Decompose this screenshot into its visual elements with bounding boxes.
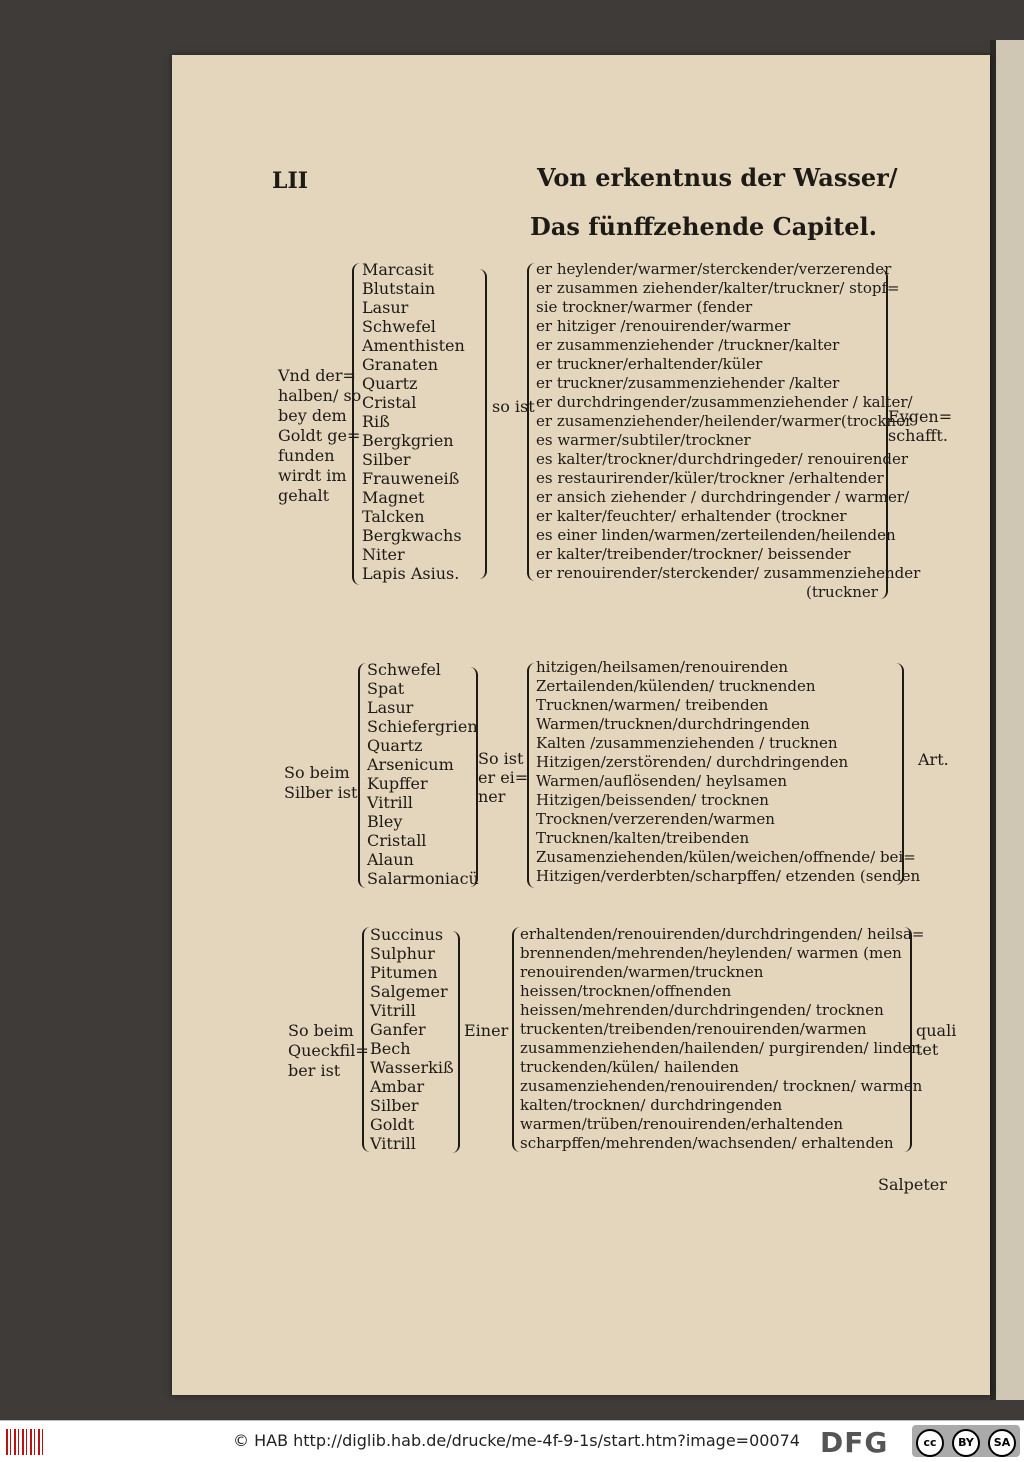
property-line: kalten/trocknen/ durchdringenden xyxy=(520,1096,783,1114)
mineral-item: Bley xyxy=(367,812,403,831)
property-line: brennenden/mehrenden/heylenden/ warmen (men xyxy=(520,944,902,962)
connector-line: er ei= xyxy=(478,768,529,787)
mineral-item: Arsenicum xyxy=(367,755,454,774)
brace xyxy=(450,931,460,1153)
property-line: hitzigen/heilsamen/renouirenden xyxy=(536,658,789,676)
connector-line: So ist xyxy=(478,749,524,768)
property-line: Hitzigen/zerstörenden/ durchdringenden xyxy=(536,753,849,771)
mineral-item: Succinus xyxy=(370,925,444,944)
property-line: es einer linden/warmen/zerteilenden/heilenden xyxy=(536,526,896,544)
section2-minerals xyxy=(367,660,479,888)
label-line: Eygen= xyxy=(888,407,953,426)
mineral-item: Schiefergrien xyxy=(367,717,478,736)
property-line: es warmer/subtiler/trockner xyxy=(536,431,751,449)
mineral-item: Kupffer xyxy=(367,774,428,793)
mineral-item: Frauweneiß xyxy=(362,469,460,488)
label-line: schafft. xyxy=(888,426,948,445)
section3-properties xyxy=(520,925,924,1153)
mineral-item: Quartz xyxy=(362,374,418,393)
mineral-item: Amenthisten xyxy=(362,336,465,355)
property-line: truckenden/külen/ hailenden xyxy=(520,1058,739,1076)
brace xyxy=(468,667,478,887)
label-line: tet xyxy=(916,1040,939,1059)
property-line: renouirenden/warmen/trucknen xyxy=(520,963,764,981)
lead-line: funden xyxy=(278,446,335,465)
property-line: er kalter/treibender/trockner/ beissender xyxy=(536,545,851,563)
property-line: er hitziger /renouirender/warmer xyxy=(536,317,791,335)
section1-lead xyxy=(278,366,361,506)
property-line: Zertailenden/külenden/ trucknenden xyxy=(536,677,816,695)
brace xyxy=(477,269,487,579)
sa-icon: SA xyxy=(988,1429,1016,1457)
property-line: er zusamenziehender/heilender/warmer(trockner xyxy=(536,412,913,430)
cc-icon: cc xyxy=(916,1429,944,1457)
label-line: quali xyxy=(916,1021,957,1040)
property-line: zusammenziehenden/hailenden/ purgirenden/ linden xyxy=(520,1039,921,1057)
property-line: Warmen/auflösenden/ heylsamen xyxy=(536,772,788,790)
property-line: sie trockner/warmer (fender xyxy=(536,298,753,316)
catchword: Salpeter xyxy=(878,1175,947,1194)
brace xyxy=(894,663,904,885)
property-line: er kalter/feuchter/ erhaltender (trockner xyxy=(536,507,847,525)
library-logo-icon xyxy=(6,1429,46,1455)
mineral-item: Marcasit xyxy=(362,260,434,279)
mineral-item: Lasur xyxy=(367,698,414,717)
property-line: Hitzigen/beissenden/ trocknen xyxy=(536,791,769,809)
lead-line: So beim xyxy=(284,763,350,782)
section1-connector: so ist xyxy=(492,397,535,416)
property-line: Kalten /zusammenziehenden / trucknen xyxy=(536,734,838,752)
mineral-item: Vitrill xyxy=(370,1134,416,1153)
lead-line: Silber ist xyxy=(284,783,358,802)
by-icon: BY xyxy=(952,1429,980,1457)
brace xyxy=(352,263,362,585)
property-line: erhaltenden/renouirenden/durchdringenden/ heilsa= xyxy=(520,925,925,943)
property-line: er zusammen ziehender/kalter/truckner/ stopf= xyxy=(536,279,900,297)
chapter-title: Das fünffzehende Capitel. xyxy=(530,212,878,241)
footer-bar xyxy=(0,1420,1024,1462)
next-page-edge xyxy=(996,40,1024,1400)
section2-label: Art. xyxy=(918,750,949,769)
lead-line: Goldt ge= xyxy=(278,426,361,445)
mineral-item: Wasserkiß xyxy=(370,1058,454,1077)
property-line: Zusamenziehenden/külen/weichen/offnende/ bei= xyxy=(536,848,916,866)
property-line: Warmen/trucknen/durchdringenden xyxy=(536,715,810,733)
mineral-item: Pitumen xyxy=(370,963,438,982)
lead-line: Vnd der= xyxy=(278,366,356,385)
lead-line: Queckfil= xyxy=(288,1041,369,1060)
property-line: Hitzigen/verderbten/scharpffen/ etzenden (senden xyxy=(536,867,921,885)
property-line: er heylender/warmer/sterckender/verzerender xyxy=(536,260,892,278)
mineral-item: Goldt xyxy=(370,1115,415,1134)
running-head: Von erkentnus der Wasser/ xyxy=(537,163,898,192)
section1-label xyxy=(888,407,952,445)
property-line: er durchdringender/zusammenziehender / kalter/ xyxy=(536,393,913,411)
mineral-item: Magnet xyxy=(362,488,425,507)
mineral-item: Talcken xyxy=(362,507,425,526)
section2-properties xyxy=(536,658,920,886)
property-line: Trucknen/kalten/treibenden xyxy=(536,829,750,847)
brace xyxy=(902,927,912,1152)
dfg-logo: DFG xyxy=(820,1426,889,1459)
brace xyxy=(878,269,888,599)
lead-line: bey dem xyxy=(278,406,347,425)
mineral-item: Vitrill xyxy=(370,1001,416,1020)
mineral-item: Riß xyxy=(362,412,390,431)
connector-line: ner xyxy=(478,787,506,806)
mineral-item: Salarmoniacü xyxy=(367,869,479,888)
mineral-item: Sulphur xyxy=(370,944,435,963)
mineral-item: Niter xyxy=(362,545,405,564)
mineral-item: Lasur xyxy=(362,298,409,317)
mineral-item: Schwefel xyxy=(362,317,436,336)
copyright-url[interactable]: © HAB http://diglib.hab.de/drucke/me-4f-9-1s/start.htm?image=00074 xyxy=(233,1431,800,1450)
lead-line: wirdt im xyxy=(278,466,347,485)
page-number: LII xyxy=(272,168,309,194)
mineral-item: Bergkgrien xyxy=(362,431,454,450)
mineral-item: Granaten xyxy=(362,355,439,374)
mineral-item: Cristal xyxy=(362,393,417,412)
section3-label xyxy=(916,1021,956,1059)
property-line: truckenten/treibenden/renouirenden/warmen xyxy=(520,1020,867,1038)
lead-line: So beim xyxy=(288,1021,354,1040)
cc-license-badge[interactable] xyxy=(912,1425,1020,1457)
property-line: warmen/trüben/renouirenden/erhaltenden xyxy=(520,1115,844,1133)
section1-properties xyxy=(536,260,920,602)
mineral-item: Schwefel xyxy=(367,660,441,679)
section3-lead xyxy=(288,1021,369,1081)
lead-line: gehalt xyxy=(278,486,330,505)
property-line: zusamenziehenden/renouirenden/ trocknen/ warmen xyxy=(520,1077,923,1095)
property-line: er truckner/erhaltender/küler xyxy=(536,355,763,373)
section2-lead xyxy=(284,763,357,803)
mineral-item: Quartz xyxy=(367,736,423,755)
property-line: er truckner/zusammenziehender /kalter xyxy=(536,374,840,392)
section3-minerals xyxy=(370,925,454,1153)
property-line: es restaurirender/küler/trockner /erhaltender xyxy=(536,469,884,487)
property-line: (truckner xyxy=(806,583,878,601)
property-line: er zusammenziehender /truckner/kalter xyxy=(536,336,840,354)
mineral-item: Bech xyxy=(370,1039,411,1058)
mineral-item: Vitrill xyxy=(367,793,413,812)
mineral-item: Salgemer xyxy=(370,982,448,1001)
property-line: er ansich ziehender / durchdringender / warmer/ xyxy=(536,488,910,506)
mineral-item: Blutstain xyxy=(362,279,436,298)
section1-minerals xyxy=(362,260,465,583)
mineral-item: Ambar xyxy=(370,1077,425,1096)
mineral-item: Spat xyxy=(367,679,405,698)
property-line: es kalter/trockner/durchdringeder/ renouirender xyxy=(536,450,909,468)
mineral-item: Ganfer xyxy=(370,1020,426,1039)
property-line: scharpffen/mehrenden/wachsenden/ erhaltenden xyxy=(520,1134,894,1152)
property-line: heissen/mehrenden/durchdringenden/ trocknen xyxy=(520,1001,884,1019)
mineral-item: Alaun xyxy=(367,850,414,869)
property-line: er renouirender/sterckender/ zusammenziehender xyxy=(536,564,921,582)
mineral-item: Bergkwachs xyxy=(362,526,462,545)
mineral-item: Silber xyxy=(362,450,411,469)
mineral-item: Silber xyxy=(370,1096,419,1115)
property-line: Trocknen/verzerenden/warmen xyxy=(536,810,775,828)
section3-connector: Einer xyxy=(464,1021,509,1040)
mineral-item: Lapis Asius. xyxy=(362,564,460,583)
lead-line: halben/ so xyxy=(278,386,362,405)
lead-line: ber ist xyxy=(288,1061,341,1080)
book-page xyxy=(172,55,990,1395)
section2-connector xyxy=(478,749,528,806)
mineral-item: Cristall xyxy=(367,831,427,850)
property-line: Trucknen/warmen/ treibenden xyxy=(536,696,769,714)
property-line: heissen/trocknen/offnenden xyxy=(520,982,732,1000)
